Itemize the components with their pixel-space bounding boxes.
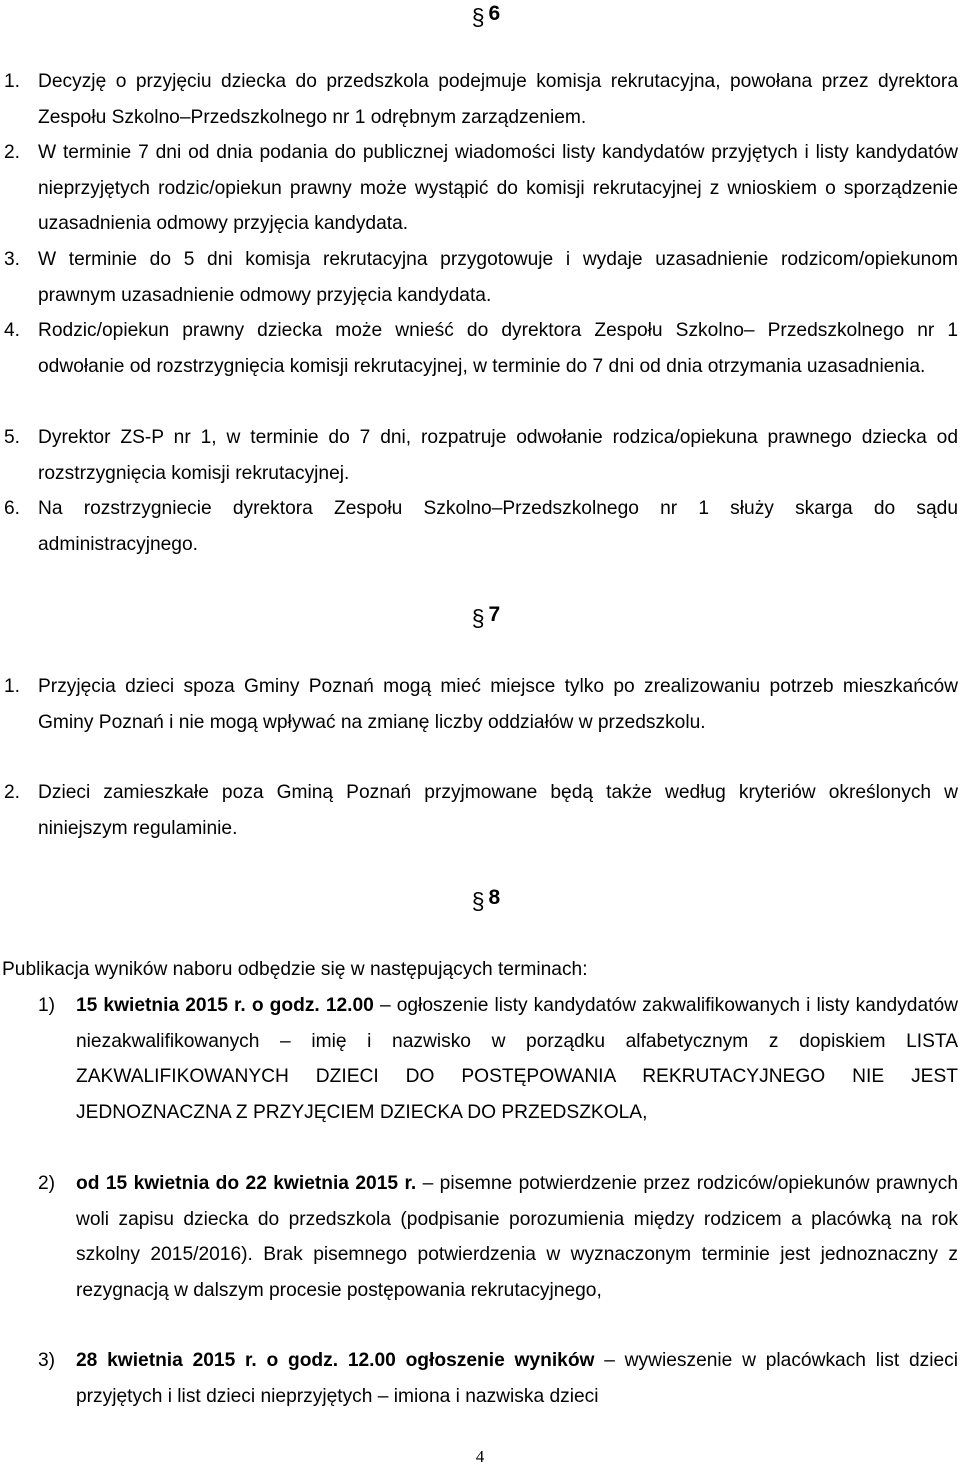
list-item-text (76, 1166, 958, 1308)
list-item-description: – wywieszenie w placówkach list dzieci przyjętych i list dzieci nieprzyjętych – imiona i nazwiska dzieci (76, 1350, 959, 1407)
list-item-text (76, 1343, 958, 1414)
list-item-text: Dyrektor ZS-P nr 1, w terminie do 7 dni, rozpatruje odwołanie rodzica/opiekuna prawnego dziecka od rozstrzygnięcia komisji rekrutacyjnej. (38, 427, 958, 484)
list-item (0, 988, 958, 1130)
list-item (0, 313, 958, 384)
list-item-text: W terminie 7 dni od dnia podania do publicznej wiadomości listy kandydatów przyjętych i listy kandydatów nieprzyjętych rodzic/opiekun prawny może wystąpić do komisji rekrutacyjnej z wnioskiem o sporządzenie uzasadnienia odmowy przyjęcia kandydata. (38, 142, 958, 234)
list-item-number: 1) (38, 995, 56, 1016)
section-number: 6 (488, 2, 501, 25)
list-item (0, 64, 958, 135)
list-item-number: 1. (4, 676, 21, 697)
list-item-number: 4. (4, 320, 21, 341)
list-item (0, 775, 958, 846)
list-item-number: 3. (4, 249, 21, 270)
list-item (0, 491, 958, 562)
list-item-date: 28 kwietnia 2015 r. o godz. 12.00 ogłoszenie wyników (76, 1350, 595, 1371)
list-item-number: 5. (4, 427, 21, 448)
list-item (0, 135, 958, 242)
list-item-number: 2) (38, 1173, 56, 1194)
list-item (0, 242, 958, 313)
list-item-description: – ogłoszenie listy kandydatów zakwalifikowanych i listy kandydatów niezakwalifikowanych – imię i nazwisko w porządku alfabetycznym z dopiskiem LISTA ZAKWALIFIKOWANYCH DZIECI DO POSTĘPOWANIA REKRUTACYJNEGO NIE JEST JEDNOZNACZNA Z PRZYJĘCIEM DZIECKA DO PRZEDSZKOLA, (76, 995, 958, 1123)
list-item (0, 669, 958, 740)
list-item-text: Dzieci zamieszkałe poza Gminą Poznań przyjmowane będą także według kryteriów określonych w niniejszym regulaminie. (38, 782, 958, 839)
list-item-text: W terminie do 5 dni komisja rekrutacyjna przygotowuje i wydaje uzasadnienie rodzicom/opiekunom prawnym uzasadnienie odmowy przyjęcia kandydata. (38, 249, 958, 306)
list-item-number: 6. (4, 498, 21, 519)
page-number: 4 (475, 1447, 485, 1466)
list-item-description: – pisemne potwierdzenie przez rodziców/opiekunów prawnych woli zapisu dziecka do przedszkola (podpisanie porozumienia między rodzicem a placówką na rok szkolny 2015/2016). Brak pisemnego potwierdzenia w wyznaczonym terminie jest jednoznaczny z rezygnacją w dalszym procesie postępowania rekrutacyjnego, (76, 1173, 958, 1301)
list-item-number: 3) (38, 1350, 56, 1371)
section-heading-8 (0, 886, 960, 913)
list-item-number: 1. (4, 71, 21, 92)
section-sign: § (471, 4, 485, 30)
section-sign: § (471, 605, 485, 631)
list-item (0, 420, 958, 491)
list-item-number: 2. (4, 782, 21, 803)
section-heading-6 (0, 2, 960, 29)
section-sign: § (471, 888, 485, 914)
section-number: 8 (488, 886, 501, 909)
section-intro: Publikacja wyników naboru odbędzie się w następujących terminach: (2, 959, 588, 980)
section-heading-7 (0, 603, 960, 630)
list-item-text: Rodzic/opiekun prawny dziecka może wnieść do dyrektora Zespołu Szkolno– Przedszkolnego nr 1 odwołanie od rozstrzygnięcia komisji rekrutacyjnej, w terminie do 7 dni od dnia otrzymania uzasadnienia. (38, 320, 958, 377)
list-item-text: Na rozstrzygniecie dyrektora Zespołu Szkolno–Przedszkolnego nr 1 służy skarga do sądu administracyjnego. (38, 498, 958, 555)
section-number: 7 (488, 603, 501, 626)
list-item (0, 1166, 958, 1308)
list-item-text: Przyjęcia dzieci spoza Gminy Poznań mogą mieć miejsce tylko po zrealizowaniu potrzeb mieszkańców Gminy Poznań i nie mogą wpływać na zmianę liczby oddziałów w przedszkolu. (38, 676, 958, 733)
list-item-text: Decyzję o przyjęciu dziecka do przedszkola podejmuje komisja rekrutacyjna, powołana przez dyrektora Zespołu Szkolno–Przedszkolnego nr 1 odrębnym zarządzeniem. (38, 71, 958, 128)
list-item-number: 2. (4, 142, 21, 163)
list-item-text (76, 988, 958, 1130)
list-item-date: 15 kwietnia 2015 r. o godz. 12.00 (76, 995, 374, 1016)
list-item-date: od 15 kwietnia do 22 kwietnia 2015 r. (76, 1173, 417, 1194)
list-item (0, 1343, 958, 1414)
